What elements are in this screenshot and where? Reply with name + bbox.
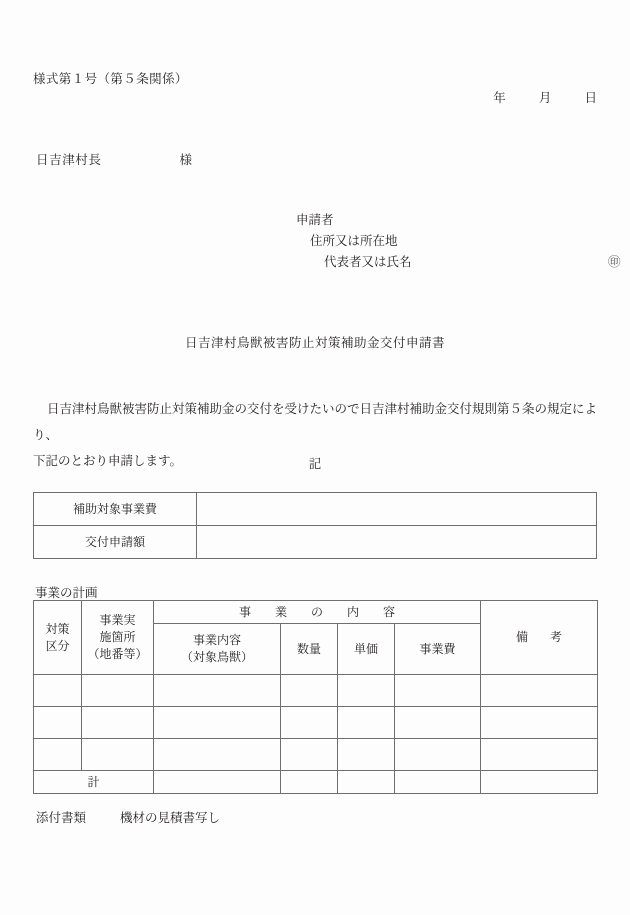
cell-quantity-1[interactable] xyxy=(281,707,338,739)
total-cell-content[interactable] xyxy=(154,771,281,794)
attachments-line xyxy=(36,808,220,826)
amount-row-value-0[interactable] xyxy=(197,493,597,526)
header-content xyxy=(154,624,281,675)
cell-division-0[interactable] xyxy=(34,675,82,707)
cell-unit-price-2[interactable] xyxy=(338,739,395,771)
table-total-row xyxy=(34,771,598,794)
date-line xyxy=(33,88,597,106)
attachments-label: 添付書類 xyxy=(36,811,87,825)
header-note: 備 考 xyxy=(481,601,598,675)
cell-content-0[interactable] xyxy=(154,675,281,707)
cell-note-0[interactable] xyxy=(481,675,598,707)
plan-table-header-row-1 xyxy=(34,601,598,624)
amount-row-label-1: 交付申請額 xyxy=(34,526,197,559)
header-content-group: 事 業 の 内 容 xyxy=(154,601,481,624)
cell-project-cost-0[interactable] xyxy=(395,675,481,707)
seal-icon: ㊞ xyxy=(608,255,621,269)
header-place-line1: 事業実 xyxy=(99,613,136,627)
form-number: 様式第１号（第５条関係） xyxy=(33,72,188,86)
table-row xyxy=(34,675,598,707)
amount-row-label-0: 補助対象事業費 xyxy=(34,493,197,526)
date-year-label: 年 xyxy=(493,91,506,105)
amount-table xyxy=(33,492,597,559)
addressee-name: 日吉津村長 xyxy=(36,153,102,167)
cell-project-cost-1[interactable] xyxy=(395,707,481,739)
header-place-line2: 施箇所 xyxy=(99,630,136,644)
applicant-heading: 申請者 xyxy=(296,213,334,227)
header-project-cost: 事業費 xyxy=(395,624,481,675)
body-paragraph-line2: 下記のとおり申請します。 xyxy=(33,454,183,468)
body-paragraph-line1: 日吉津村鳥獣被害防止対策補助金の交付を受けたいので日吉津村補助金交付規則第５条の規定により、 xyxy=(33,402,598,442)
total-row-label: 計 xyxy=(34,771,154,794)
total-cell-unit-price[interactable] xyxy=(338,771,395,794)
table-row xyxy=(34,493,597,526)
attachments-value: 機材の見積書写し xyxy=(120,811,221,825)
table-row xyxy=(34,739,598,771)
ki-mark: 記 xyxy=(308,457,322,471)
header-place-line3: （地番等） xyxy=(87,647,148,661)
page-title: 日吉津村鳥獣被害防止対策補助金交付申請書 xyxy=(184,336,445,350)
table-row xyxy=(34,707,598,739)
cell-division-1[interactable] xyxy=(34,707,82,739)
cell-unit-price-1[interactable] xyxy=(338,707,395,739)
applicant-representative-text: 代表者又は氏名 xyxy=(324,255,412,269)
header-division-line1: 対策 xyxy=(45,621,70,636)
date-day-label: 日 xyxy=(584,91,597,105)
cell-place-2[interactable] xyxy=(82,739,154,771)
cell-unit-price-0[interactable] xyxy=(338,675,395,707)
total-cell-quantity[interactable] xyxy=(281,771,338,794)
cell-content-1[interactable] xyxy=(154,707,281,739)
date-month-label: 月 xyxy=(538,91,552,105)
header-division xyxy=(34,601,82,675)
header-quantity: 数量 xyxy=(281,624,338,675)
header-place xyxy=(82,601,154,675)
header-content-line2: （対象鳥獣） xyxy=(180,650,253,664)
total-cell-project-cost[interactable] xyxy=(395,771,481,794)
table-row xyxy=(34,526,597,559)
cell-quantity-0[interactable] xyxy=(281,675,338,707)
applicant-representative-label xyxy=(324,252,621,273)
cell-place-1[interactable] xyxy=(82,707,154,739)
applicant-block xyxy=(296,210,621,273)
addressee-line xyxy=(36,150,193,168)
cell-place-0[interactable] xyxy=(82,675,154,707)
header-unit-price: 単価 xyxy=(338,624,395,675)
cell-project-cost-2[interactable] xyxy=(395,739,481,771)
cell-quantity-2[interactable] xyxy=(281,739,338,771)
cell-note-2[interactable] xyxy=(481,739,598,771)
applicant-address-label: 住所又は所在地 xyxy=(310,234,398,248)
cell-content-2[interactable] xyxy=(154,739,281,771)
plan-table xyxy=(33,600,598,794)
header-division-line2: 区分 xyxy=(45,638,70,653)
plan-section-label: 事業の計画 xyxy=(35,586,98,600)
addressee-honorific: 様 xyxy=(179,153,193,167)
header-content-line1: 事業内容 xyxy=(192,633,241,647)
amount-row-value-1[interactable] xyxy=(197,526,597,559)
cell-note-1[interactable] xyxy=(481,707,598,739)
cell-division-2[interactable] xyxy=(34,739,82,771)
total-cell-note[interactable] xyxy=(481,771,598,794)
